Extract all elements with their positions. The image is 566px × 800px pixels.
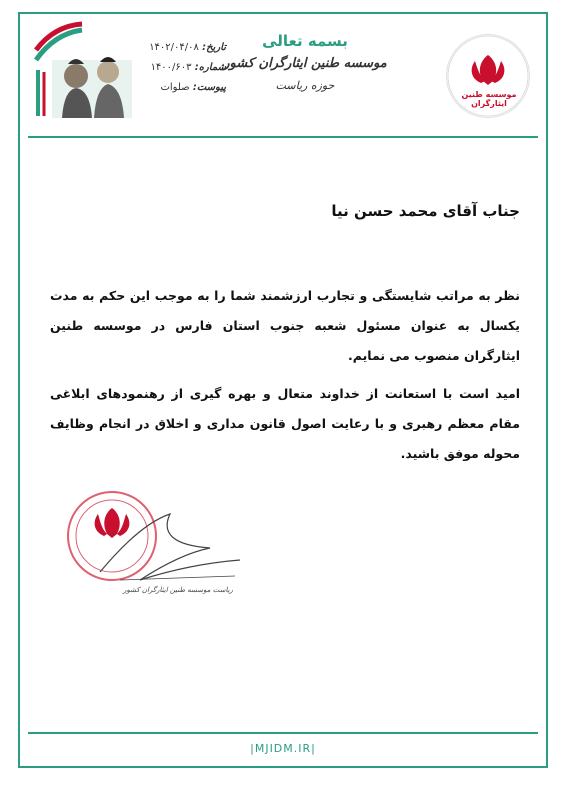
letter-paragraph-2: امید است با استعانت از خداوند متعال و بهره گیری از رهنمودهای ابلاغی مقام معظم رهبری و با رعایت اصول قانون مداری و اخلاق در انجام وظایف محوله موفق باشید. xyxy=(50,386,520,461)
footer-website: |MJIDM.IR| xyxy=(250,742,316,755)
portrait-image xyxy=(34,20,134,120)
letterhead xyxy=(20,14,546,134)
organization-name: موسسه طنین ایثارگران کشور xyxy=(223,56,387,71)
seal-tulip-icon xyxy=(104,508,119,538)
handwritten-signature xyxy=(100,514,240,580)
number-label: شماره: xyxy=(194,62,226,73)
letter-paragraph-1: نظر به مراتب شایستگی و تجارب ارزشمند شما را به موجب این حکم به مدت یکسال به عنوان مسئول شعبه جنوب استان فارس در موسسه طنین ایثارگران منصوب می نمایم. xyxy=(50,288,520,363)
footer-divider xyxy=(28,732,538,734)
header-divider xyxy=(28,136,538,138)
signature-title: ریاست موسسه طنین ایثارگران کشور xyxy=(123,586,233,594)
logo-text: موسسه طنین ایثارگران xyxy=(461,90,517,108)
signature-seal xyxy=(60,484,250,604)
salutation: جناب آقای محمد حسن نیا xyxy=(331,202,520,220)
attachment-value: صلوات xyxy=(160,82,190,93)
bismillah-heading: بسمه تعالی xyxy=(262,32,348,50)
attachment-label: پیوست: xyxy=(192,82,226,93)
letter-frame xyxy=(18,12,548,768)
letterhead-center xyxy=(215,32,395,92)
number-value: ۱۴۰۰/۶۰۳ xyxy=(150,62,192,73)
date-label: تاریخ: xyxy=(202,42,226,53)
date-value: ۱۴۰۲/۰۴/۰۸ xyxy=(149,42,199,53)
department-name: حوزه ریاست xyxy=(275,79,335,92)
